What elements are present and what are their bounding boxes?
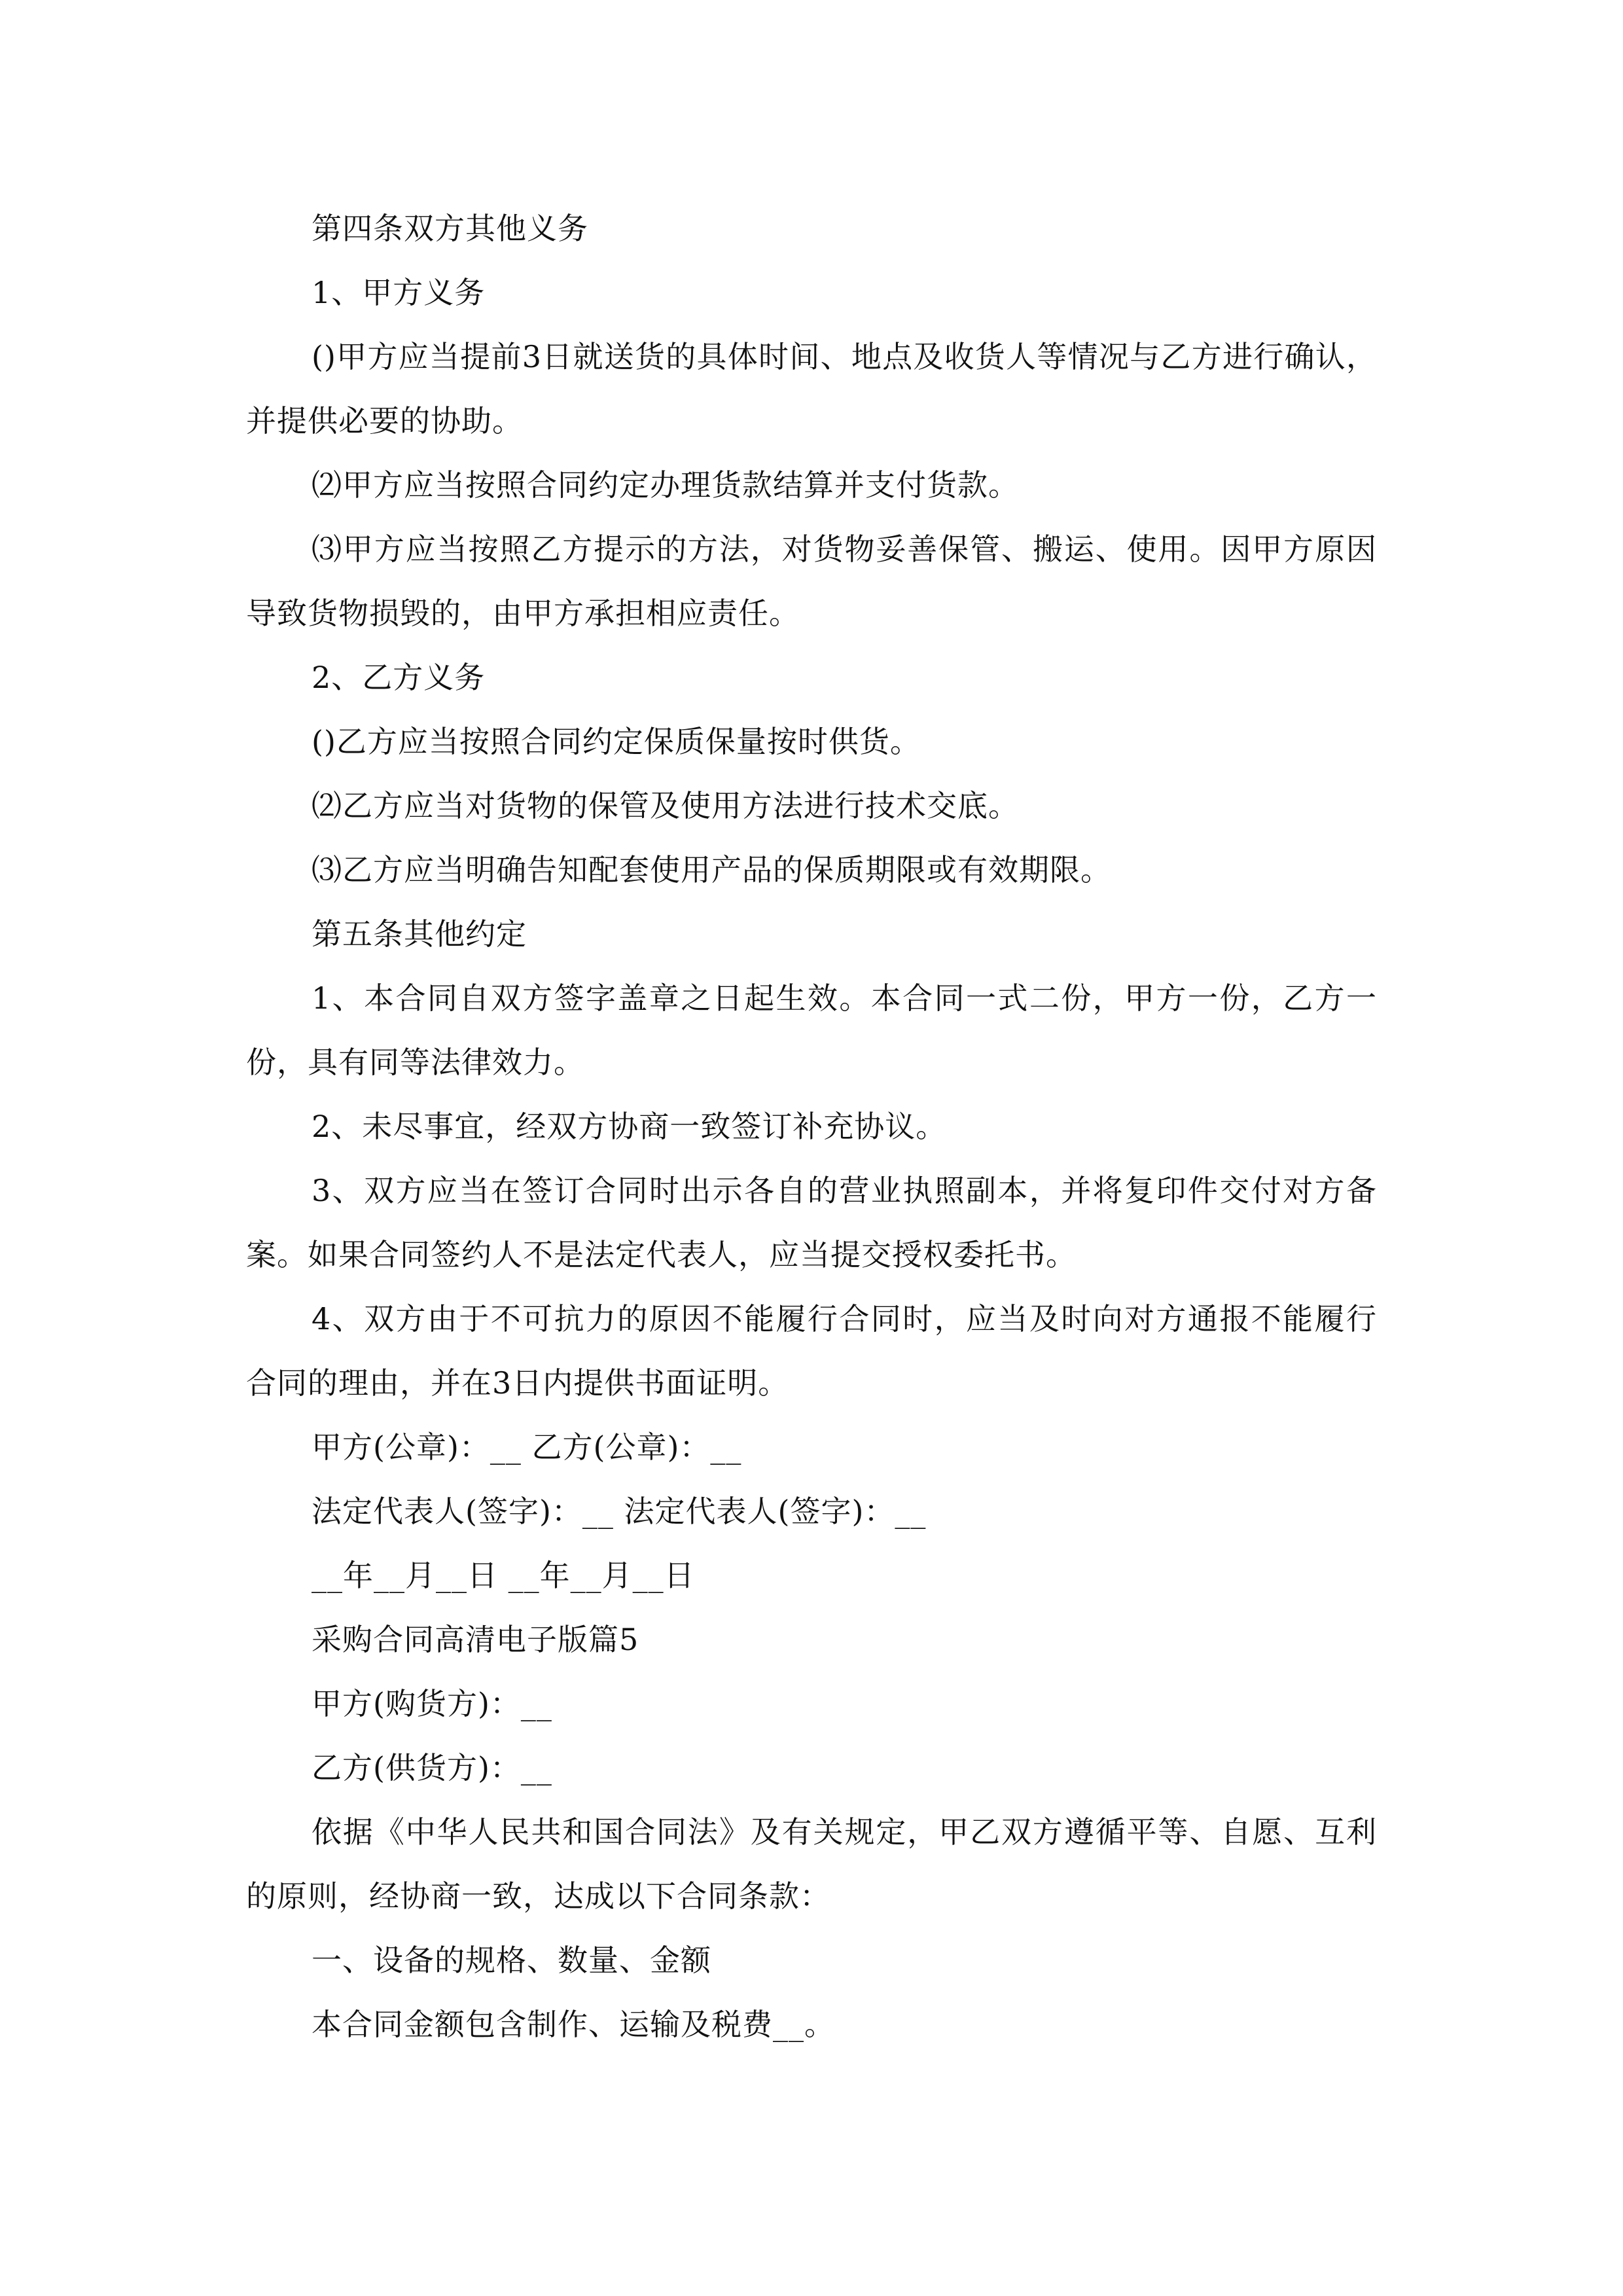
paragraph: ()甲方应当提前3日就送货的具体时间、地点及收货人等情况与乙方进行确认，并提供必要的协助。 xyxy=(246,339,1377,439)
document-body xyxy=(246,196,1377,2056)
signature-line: 法定代表人(签字)：__ 法定代表人(签字)：__ xyxy=(312,1494,927,1529)
buyer-line: 甲方(购货方)：__ xyxy=(312,1686,552,1721)
paragraph: 3、双方应当在签订合同时出示各自的营业执照副本，并将复印件交付对方备案。如果合同签约人不是法定代表人，应当提交授权委托书。 xyxy=(246,1173,1377,1272)
paragraph: 2、未尽事宜，经双方协商一致签订补充协议。 xyxy=(312,1109,947,1144)
paragraph: ⑶乙方应当明确告知配套使用产品的保质期限或有效期限。 xyxy=(312,852,1111,888)
section-heading-article-5: 第五条其他约定 xyxy=(312,916,527,952)
paragraph: 依据《中华人民共和国合同法》及有关规定，甲乙双方遵循平等、自愿、互利的原则，经协商一致，达成以下合同条款： xyxy=(246,1814,1377,1914)
paragraph: ⑵甲方应当按照合同约定办理货款结算并支付货款。 xyxy=(312,467,1019,503)
paragraph: 4、双方由于不可抗力的原因不能履行合同时，应当及时向对方通报不能履行合同的理由，并在3日内提供书面证明。 xyxy=(246,1301,1377,1401)
section-heading-article-4: 第四条双方其他义务 xyxy=(312,211,588,246)
party-a-obligations-heading: 1、甲方义务 xyxy=(312,275,486,310)
party-b-obligations-heading: 2、乙方义务 xyxy=(312,660,486,695)
paragraph: ⑵乙方应当对货物的保管及使用方法进行技术交底。 xyxy=(312,788,1019,823)
document-section-title: 采购合同高清电子版篇5 xyxy=(312,1622,639,1657)
seal-line: 甲方(公章)：__ 乙方(公章)：__ xyxy=(312,1429,742,1465)
paragraph: ()乙方应当按照合同约定保质保量按时供货。 xyxy=(312,724,921,759)
supplier-line: 乙方(供货方)：__ xyxy=(312,1750,552,1785)
paragraph: ⑶甲方应当按照乙方提示的方法，对货物妥善保管、搬运、使用。因甲方原因导致货物损毁的，由甲方承担相应责任。 xyxy=(246,531,1377,631)
date-line: __年__月__日 __年__月__日 xyxy=(312,1558,695,1593)
paragraph: 本合同金额包含制作、运输及税费__。 xyxy=(312,2007,835,2042)
section-heading-equipment: 一、设备的规格、数量、金额 xyxy=(312,1943,711,1978)
paragraph: 1、本合同自双方签字盖章之日起生效。本合同一式二份，甲方一份，乙方一份，具有同等法律效力。 xyxy=(246,980,1377,1080)
